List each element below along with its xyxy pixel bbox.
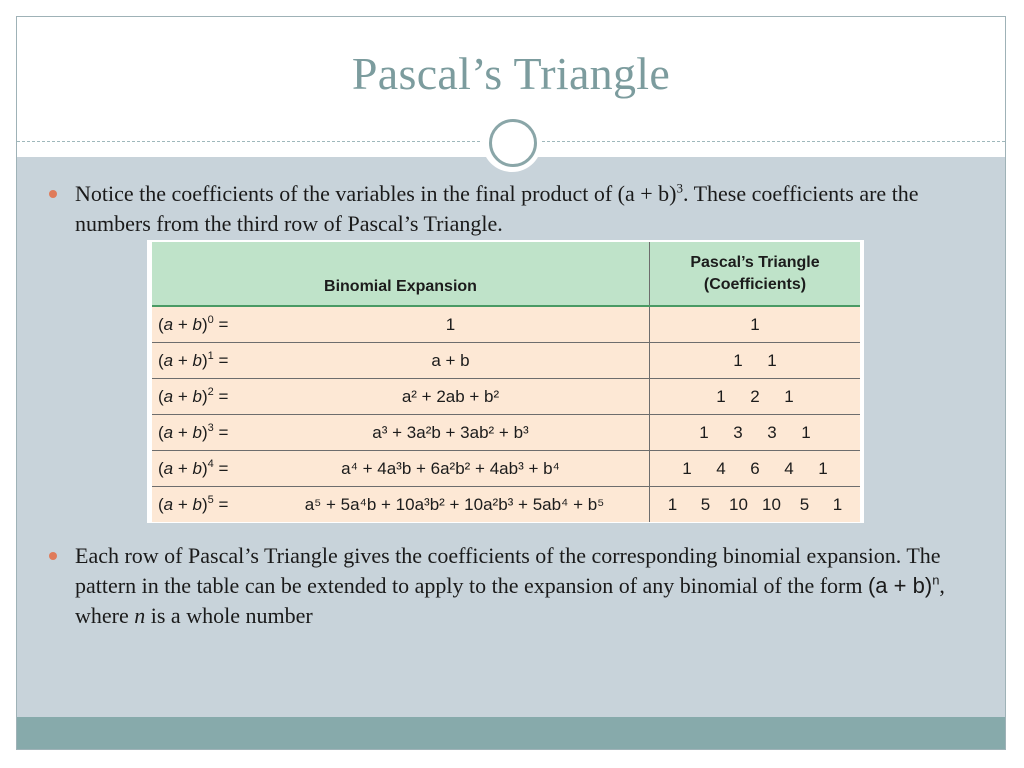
coefficient: 10 <box>762 494 781 514</box>
coefficients-cell <box>650 487 861 523</box>
expansion-terms: 1 <box>445 314 456 334</box>
coefficient: 1 <box>784 386 794 406</box>
coefficient: 10 <box>729 494 748 514</box>
circle-ornament-icon <box>482 112 542 172</box>
binomial-power: $(a + b)^1$ = <box>158 350 229 370</box>
expansion-cell <box>152 379 650 415</box>
coefficient: 1 <box>716 386 726 406</box>
coefficient: 3 <box>733 422 743 442</box>
coefficient: 1 <box>767 350 777 370</box>
binomial-power: $(a + b)^2$ = <box>158 386 229 406</box>
coefficient: 4 <box>716 458 726 478</box>
coefficient: 1 <box>750 314 760 334</box>
coefficient: 3 <box>767 422 777 442</box>
coefficients-cell <box>650 343 861 379</box>
bullet-2-n: n <box>134 603 146 628</box>
table-row <box>152 451 860 487</box>
coefficients-cell <box>650 379 861 415</box>
bullet-2-superscript: n <box>932 572 940 588</box>
binomial-power: $(a + b)^5$ = <box>158 494 229 514</box>
expansion-cell <box>152 451 650 487</box>
table-header-row <box>152 242 860 306</box>
expansion-terms: a + b <box>431 350 470 370</box>
table-row <box>152 343 860 379</box>
bullet-1-rest: . These coefficients are the numbers from the third row of Pascal’s Triangle. <box>75 181 919 236</box>
bullet-dot-icon <box>49 190 57 198</box>
expansion-cell <box>152 343 650 379</box>
binomial-power: $(a + b)^0$ = <box>158 314 229 334</box>
bullet-1-superscript: 3 <box>676 180 683 196</box>
table-row <box>152 379 860 415</box>
table-row <box>152 415 860 451</box>
expansion-terms: a³ + 3a²b + 3ab² + b³ <box>372 422 529 442</box>
expansion-cell <box>152 306 650 343</box>
header-pascals-triangle <box>650 242 861 306</box>
coefficient: 1 <box>667 494 678 514</box>
bullet-2-end: is a whole number <box>145 603 313 628</box>
table-row <box>152 487 860 523</box>
footer-bar <box>17 717 1005 750</box>
expansion-terms: a⁴ + 4a³b + 6a²b² + 4ab³ + b⁴ <box>341 458 560 478</box>
coefficient: 5 <box>700 494 711 514</box>
circle-ring <box>489 119 537 167</box>
binomial-power: $(a + b)^3$ = <box>158 422 229 442</box>
header-binomial-expansion: Binomial Expansion <box>152 242 650 306</box>
bullet-2 <box>75 541 955 631</box>
coefficient: 1 <box>682 458 692 478</box>
table-row <box>152 306 860 343</box>
expansion-terms: a⁵ + 5a⁴b + 10a³b² + 10a²b³ + 5ab⁴ + b⁵ <box>304 494 605 514</box>
coefficient: 6 <box>750 458 760 478</box>
expansion-cell <box>152 487 650 523</box>
bullet-2-text: Each row of Pascal’s Triangle gives the coefficients of the corresponding binomial expansion. The pattern in the table can be extended to apply to the expansion of any binomial of the form <box>75 543 941 598</box>
bullet-dot-icon <box>49 552 57 560</box>
bullet-2-form: (a + b) <box>867 573 933 598</box>
coefficient: 1 <box>801 422 811 442</box>
expansion-cell <box>152 415 650 451</box>
slide <box>16 16 1006 750</box>
coefficient: 1 <box>699 422 709 442</box>
coefficient: 2 <box>750 386 760 406</box>
binomial-table-image <box>147 240 864 523</box>
coefficient: 4 <box>784 458 794 478</box>
slide-title: Pascal’s Triangle <box>351 48 671 99</box>
bullet-1-text: Notice the coefficients of the variables in the final product of (a + b) <box>75 181 677 206</box>
bullet-2-mid: , where <box>75 573 945 628</box>
bullet-1 <box>75 179 955 239</box>
coefficient: 1 <box>818 458 828 478</box>
coefficients-cell <box>650 415 861 451</box>
coefficients-cell <box>650 451 861 487</box>
header-pascals-triangle-line2: (Coefficients) <box>703 275 807 293</box>
binomial-power: $(a + b)^4$ = <box>158 458 229 478</box>
coefficient: 1 <box>733 350 743 370</box>
expansion-terms: a² + 2ab + b² <box>401 386 500 406</box>
header-pascals-triangle-line1: Pascal’s Triangle <box>690 253 820 271</box>
coefficients-cell <box>650 306 861 343</box>
coefficient: 5 <box>799 494 810 514</box>
binomial-table <box>152 242 860 522</box>
coefficient: 1 <box>832 494 843 514</box>
